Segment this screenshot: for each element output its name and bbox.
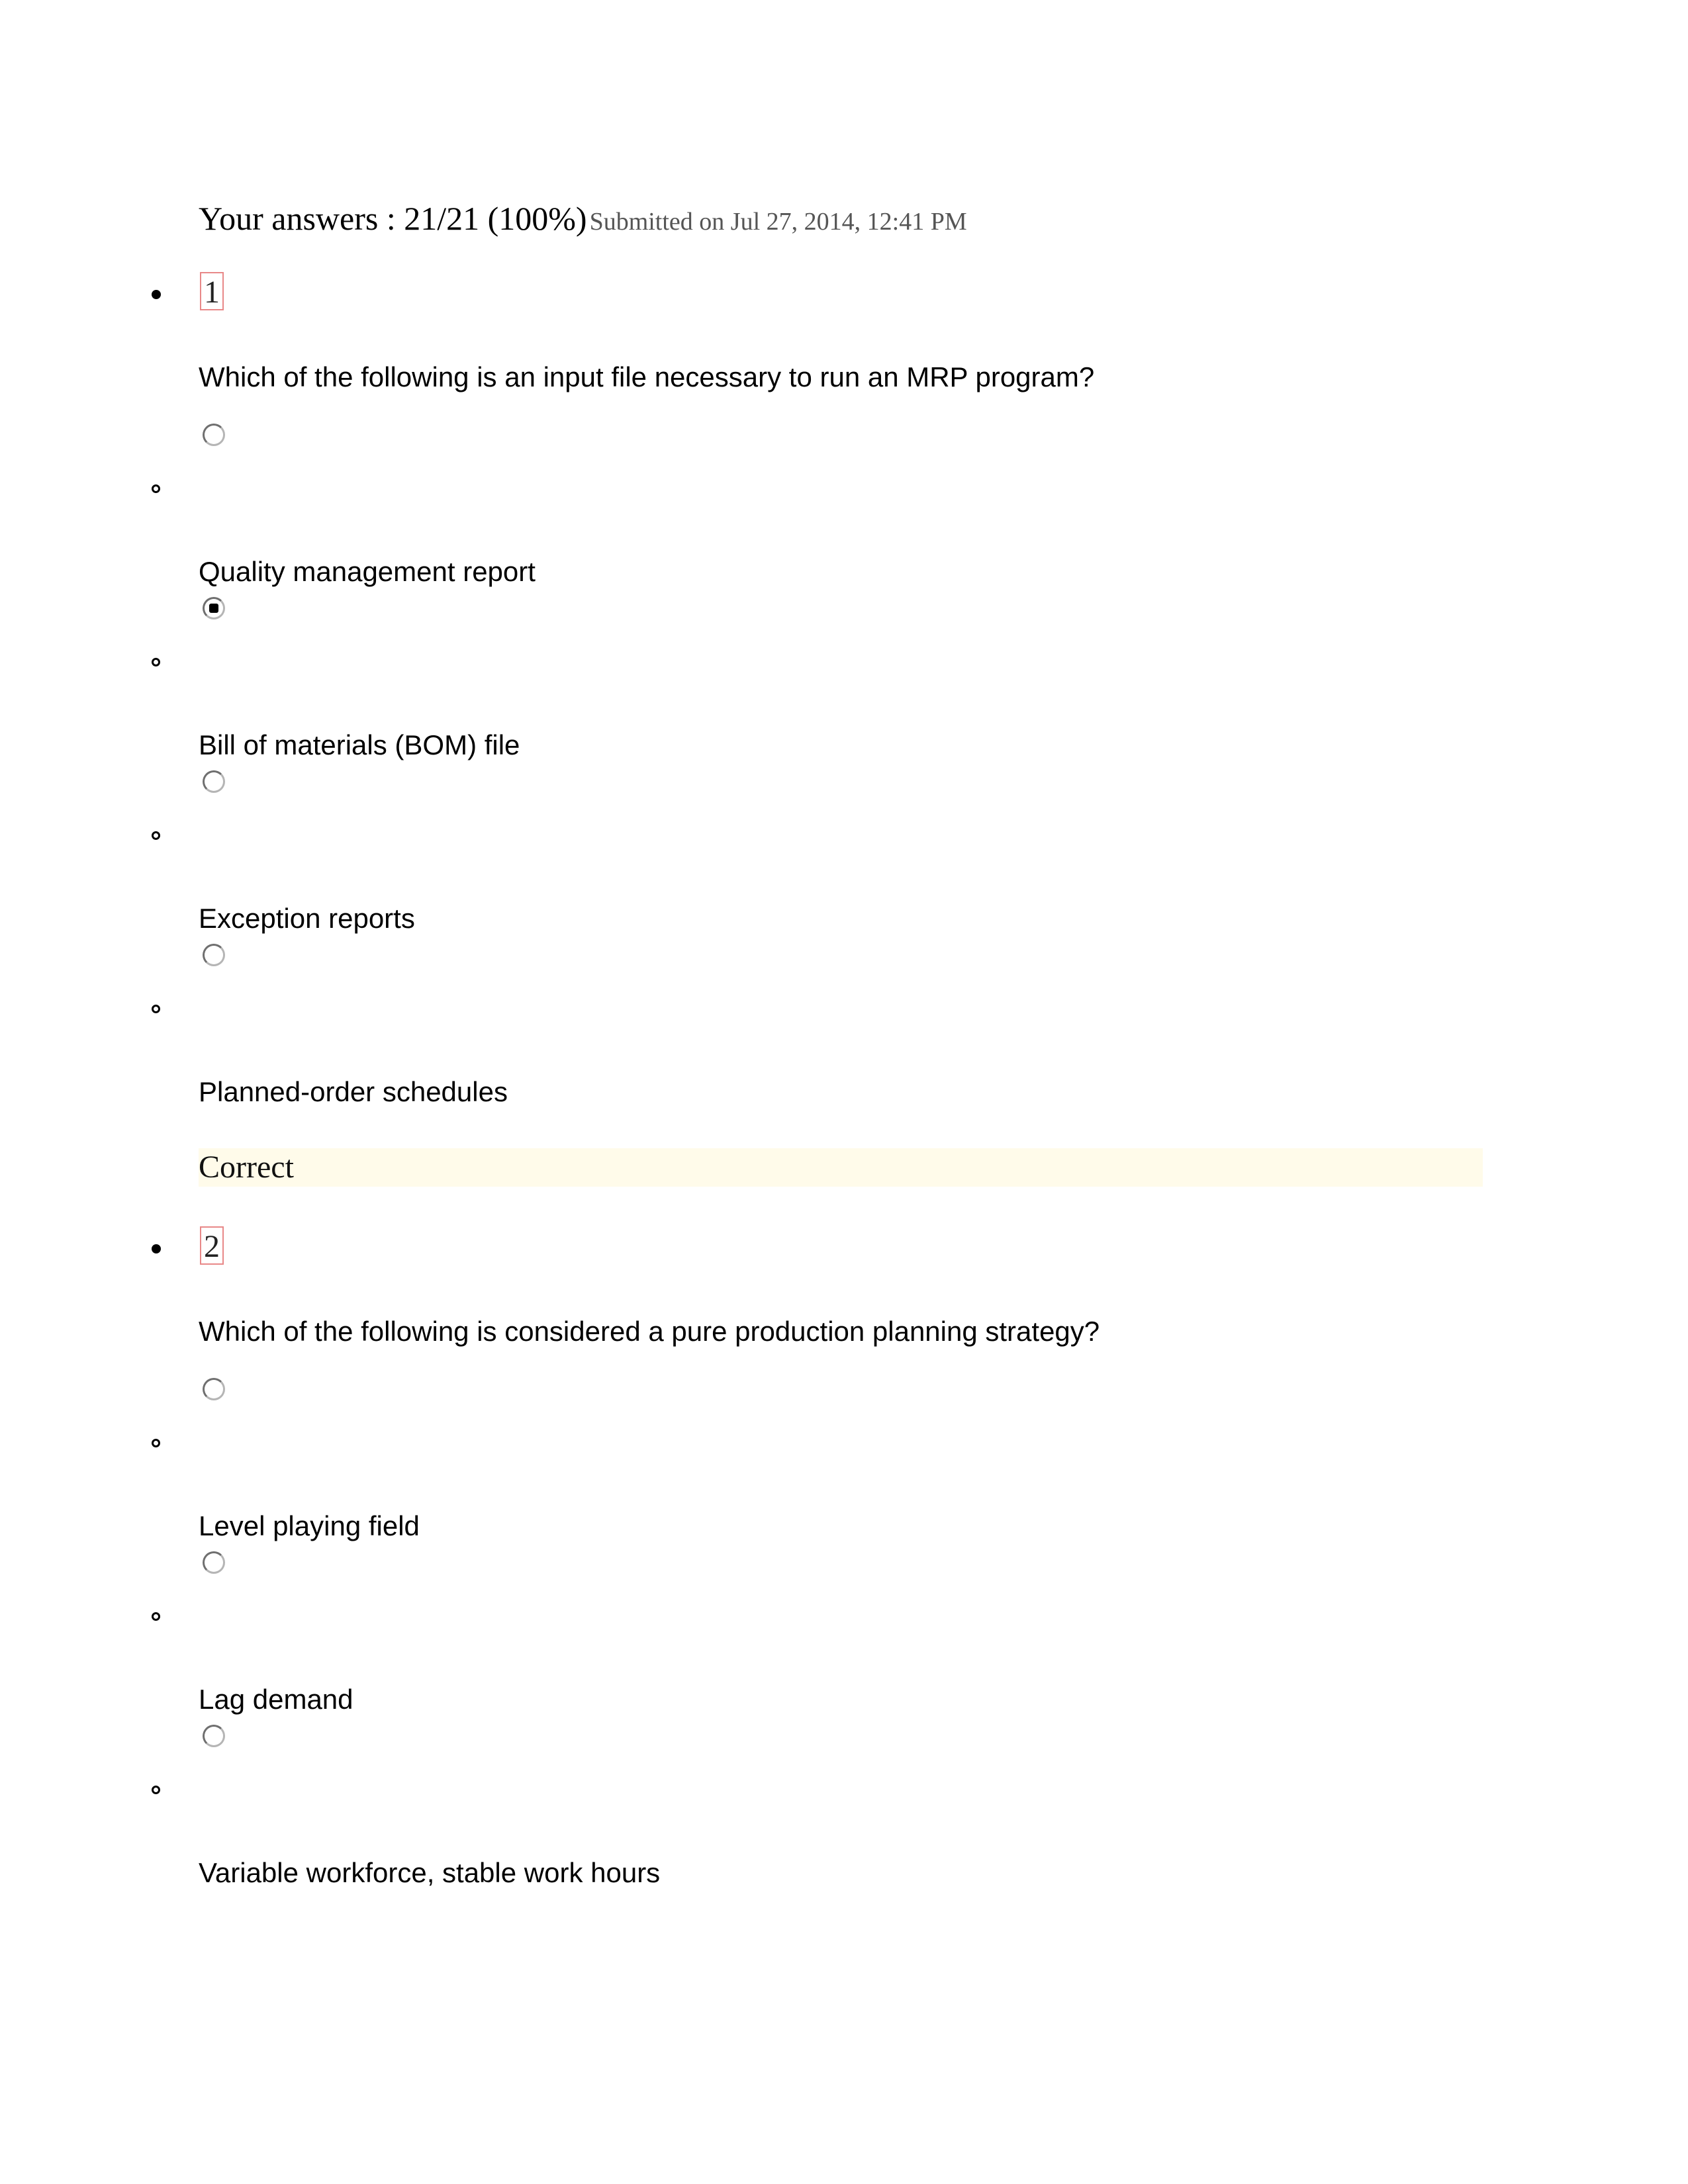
option-bullet (152, 484, 160, 493)
option-bullet (152, 1439, 160, 1447)
option-radio-bill-of-materials[interactable] (203, 597, 225, 619)
option-radio-level-playing-field[interactable] (203, 1378, 225, 1400)
submitted-timestamp: Submitted on Jul 27, 2014, 12:41 PM (589, 208, 967, 236)
option-label: Bill of materials (BOM) file (199, 729, 520, 760)
option-bullet (152, 1612, 160, 1621)
question-number: 1 (200, 272, 224, 310)
option-label: Level playing field (199, 1510, 420, 1541)
option-label: Exception reports (199, 903, 415, 934)
option-radio-planned-order-schedules[interactable] (203, 944, 225, 966)
option-radio-exception-reports[interactable] (203, 770, 225, 793)
option-bullet (152, 1005, 160, 1013)
option-radio-variable-workforce[interactable] (203, 1725, 225, 1747)
answers-summary (199, 195, 967, 242)
question-text: Which of the following is an input file necessary to run an MRP program? (199, 361, 1095, 392)
question-bullet (152, 1244, 161, 1253)
question-text: Which of the following is considered a pure production planning strategy? (199, 1316, 1100, 1347)
option-bullet (152, 1786, 160, 1794)
option-label: Variable workforce, stable work hours (199, 1857, 661, 1888)
option-radio-quality-management-report[interactable] (203, 424, 225, 446)
option-bullet (152, 831, 160, 840)
score-label: Your answers : 21/21 (100%) (199, 200, 587, 237)
option-label: Lag demand (199, 1684, 353, 1715)
option-label: Planned-order schedules (199, 1076, 508, 1107)
question-number: 2 (200, 1226, 224, 1265)
option-bullet (152, 658, 160, 666)
option-radio-lag-demand[interactable] (203, 1551, 225, 1574)
question-bullet (152, 290, 161, 299)
option-label: Quality management report (199, 556, 536, 587)
result-feedback: Correct (199, 1148, 1483, 1187)
